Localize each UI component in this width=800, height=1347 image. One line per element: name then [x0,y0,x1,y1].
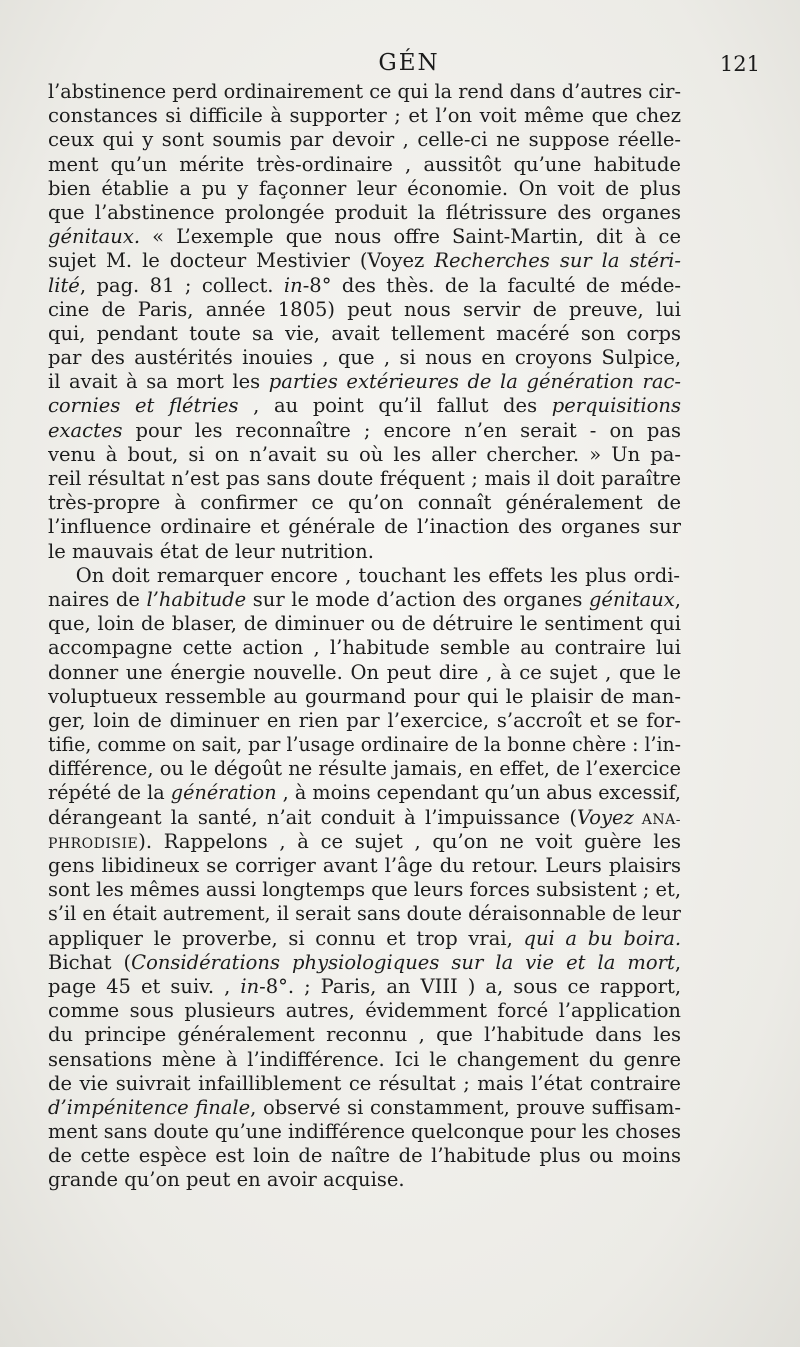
text-line [48,564,681,588]
text-line [48,1023,681,1047]
text-segment: page 45 et suiv. , [48,974,241,998]
text-line [48,128,681,152]
text-segment: ger, loin de diminuer en rien par l’exercice, s’accroît et se for- [48,708,681,732]
text-segment: que, loin de blaser, de diminuer ou de détruire le sentiment qui [48,612,681,636]
text-segment: l’abstinence perd ordinairement ce qui la rend dans d’autres cir- [48,80,681,103]
text-line [48,540,681,564]
text-line [48,999,681,1023]
text-segment: il avait à sa mort les [48,370,269,394]
text-segment: Voyez [576,805,634,829]
text-segment: in [283,273,303,297]
text-segment: que l’abstinence prolongée produit la flétrissure des organes [48,200,681,224]
text-line [48,951,681,975]
text-segment: sensations mène à l’indifférence. Ici le changement du genre [48,1047,681,1071]
text-line [48,322,681,346]
text-segment: appliquer le proverbe, si connu et trop vrai, [48,926,524,950]
text-segment: génitaux [588,587,675,611]
text-line [48,588,681,612]
text-line [48,636,681,660]
text-segment: s’il en était autrement, il serait sans doute déraisonnable de leur [48,902,681,926]
text-segment: ANA- [633,811,681,828]
text-line [48,878,681,902]
text-segment: lité [48,273,80,297]
text-segment: pour les reconnaître ; encore n’en serait - on pas [122,418,681,442]
text-line [48,709,681,733]
text-segment: PHRODISIE [48,835,139,852]
text-line [48,1096,681,1120]
text-segment: qui, pendant toute sa vie, avait tellement macéré son corps [48,321,681,345]
text-line [48,733,681,757]
text-segment: répété de la [48,781,171,805]
paragraph [48,564,681,1193]
text-segment: parties extérieures de la génération rac- [268,370,681,394]
text-line [48,370,681,394]
text-line [48,467,681,491]
text-line [48,830,681,854]
text-segment: sont les mêmes aussi longtemps que leurs forces subsistent ; et, [48,878,681,902]
text-segment: in [240,974,260,998]
text-segment: -8° des thès. de la faculté de méde- [302,273,681,297]
text-line [48,80,681,104]
text-segment: exactes [48,418,123,442]
text-line [48,249,681,273]
text-segment: grande qu’on peut en avoir acquise. [48,1168,405,1192]
text-line [48,177,681,201]
text-line [48,515,681,539]
text-line [48,1144,681,1168]
text-segment: Recherches sur la stéri- [434,249,681,273]
text-segment: , [674,950,681,974]
text-segment: tifie, comme on sait, par l’usage ordinaire de la bonne chère : l’in- [48,733,681,757]
text-segment: de cette espèce est loin de naître de l’habitude plus ou moins [48,1144,681,1168]
text-segment: , [674,587,681,611]
text-line [48,902,681,926]
page-number: 121 [719,52,760,76]
text-line [48,491,681,515]
text-segment: constances si difficile à supporter ; et l’on voit même que chez [48,104,681,128]
text-segment: comme sous plusieurs autres, évidemment forcé l’application [48,999,681,1023]
text-segment: ). Rappelons , à ce sujet , qu’on ne voit guère les [138,829,681,853]
text-segment: d’impénitence finale [48,1095,251,1119]
text-segment: de vie suivrait infailliblement ce résultat ; mais l’état contraire [48,1071,681,1095]
text-segment: cornies et flétries [48,394,239,418]
text-line [48,225,681,249]
text-segment: « L’exemple que nous offre Saint-Martin, dit à ce [140,225,681,249]
text-segment: , au point qu’il fallut des [238,394,552,418]
text-segment: Bichat ( [48,950,132,974]
text-segment: l’habitude [146,587,247,611]
text-line [48,153,681,177]
text-segment: différence, ou le dégoût ne résulte jamais, en effet, de l’exercice [48,757,681,781]
text-line [48,201,681,225]
text-segment: génération [170,781,277,805]
text-line [48,274,681,298]
text-segment: dérangeant la santé, n’ait conduit à l’impuissance ( [48,805,577,829]
text-segment: bien établie a pu y façonner leur économie. On voit de plus [48,176,681,200]
text-line [48,1120,681,1144]
text-line [48,104,681,128]
text-segment: du principe généralement reconnu , que l’habitude dans les [48,1023,681,1047]
text-line [48,975,681,999]
text-segment: On doit remarquer encore , touchant les effets les plus ordi- [48,563,681,587]
text-line [48,806,681,830]
text-segment: ceux qui y sont soumis par devoir , celle-ci ne suppose réelle- [48,128,681,152]
text-segment: accompagne cette action , l’habitude semble au contraire lui [48,636,681,660]
text-segment: perquisitions [551,394,681,418]
text-segment: génitaux. [48,225,141,249]
text-line [48,1072,681,1096]
text-segment: -8°. ; Paris, an VIII ) a, sous ce rapport, [259,974,681,998]
text-segment: sujet M. le docteur Mestivier (Voyez [48,249,435,273]
text-segment: voluptueux ressemble au gourmand pour qui le plaisir de man- [48,684,681,708]
text-segment: l’influence ordinaire et générale de l’inaction des organes sur [48,515,681,539]
text-line [48,757,681,781]
text-segment: par des austérités inouies , que , si nous en croyons Sulpice, [48,346,681,370]
text-line [48,927,681,951]
text-segment: donner une énergie nouvelle. On peut dire , à ce sujet , que le [48,660,681,684]
page-header [48,50,770,80]
text-segment: très-propre à confirmer ce qu’on connaît généralement de [48,491,681,515]
text-segment: cine de Paris, année 1805) peut nous servir de preuve, lui [48,297,681,321]
text-segment: , observé si constamment, prouve suffisam- [250,1095,681,1119]
text-line [48,346,681,370]
text-segment: Considérations physiologiques sur la vie et la mort [131,950,675,974]
text-line [48,612,681,636]
text-line [48,394,681,418]
body-text [48,80,681,1193]
text-line [48,298,681,322]
text-segment: , à moins cependant qu’un abus excessif, [276,781,681,805]
text-segment: ment sans doute qu’une indifférence quelconque pour les choses [48,1120,681,1144]
text-line [48,1048,681,1072]
text-segment: naires de [48,587,147,611]
text-segment: le mauvais état de leur nutrition. [48,539,374,563]
text-segment: gens libidineux se corriger avant l’âge du retour. Leurs plaisirs [48,854,681,877]
text-segment: ment qu’un mérite très-ordinaire , aussitôt qu’une habitude [48,152,681,176]
text-line [48,854,681,878]
text-segment: qui a bu boira. [523,926,681,950]
text-line [48,661,681,685]
text-segment: sur le mode d’action des organes [246,587,589,611]
text-line [48,419,681,443]
text-line [48,443,681,467]
text-line [48,685,681,709]
text-line [48,1168,681,1192]
text-segment: , pag. 81 ; collect. [79,273,284,297]
text-segment: reil résultat n’est pas sans doute fréquent ; mais il doit paraître [48,467,681,490]
paragraph [48,80,681,564]
text-segment: venu à bout, si on n’avait su où les aller chercher. » Un pa- [48,442,681,466]
running-head: GÉN [378,50,440,76]
text-line [48,781,681,805]
